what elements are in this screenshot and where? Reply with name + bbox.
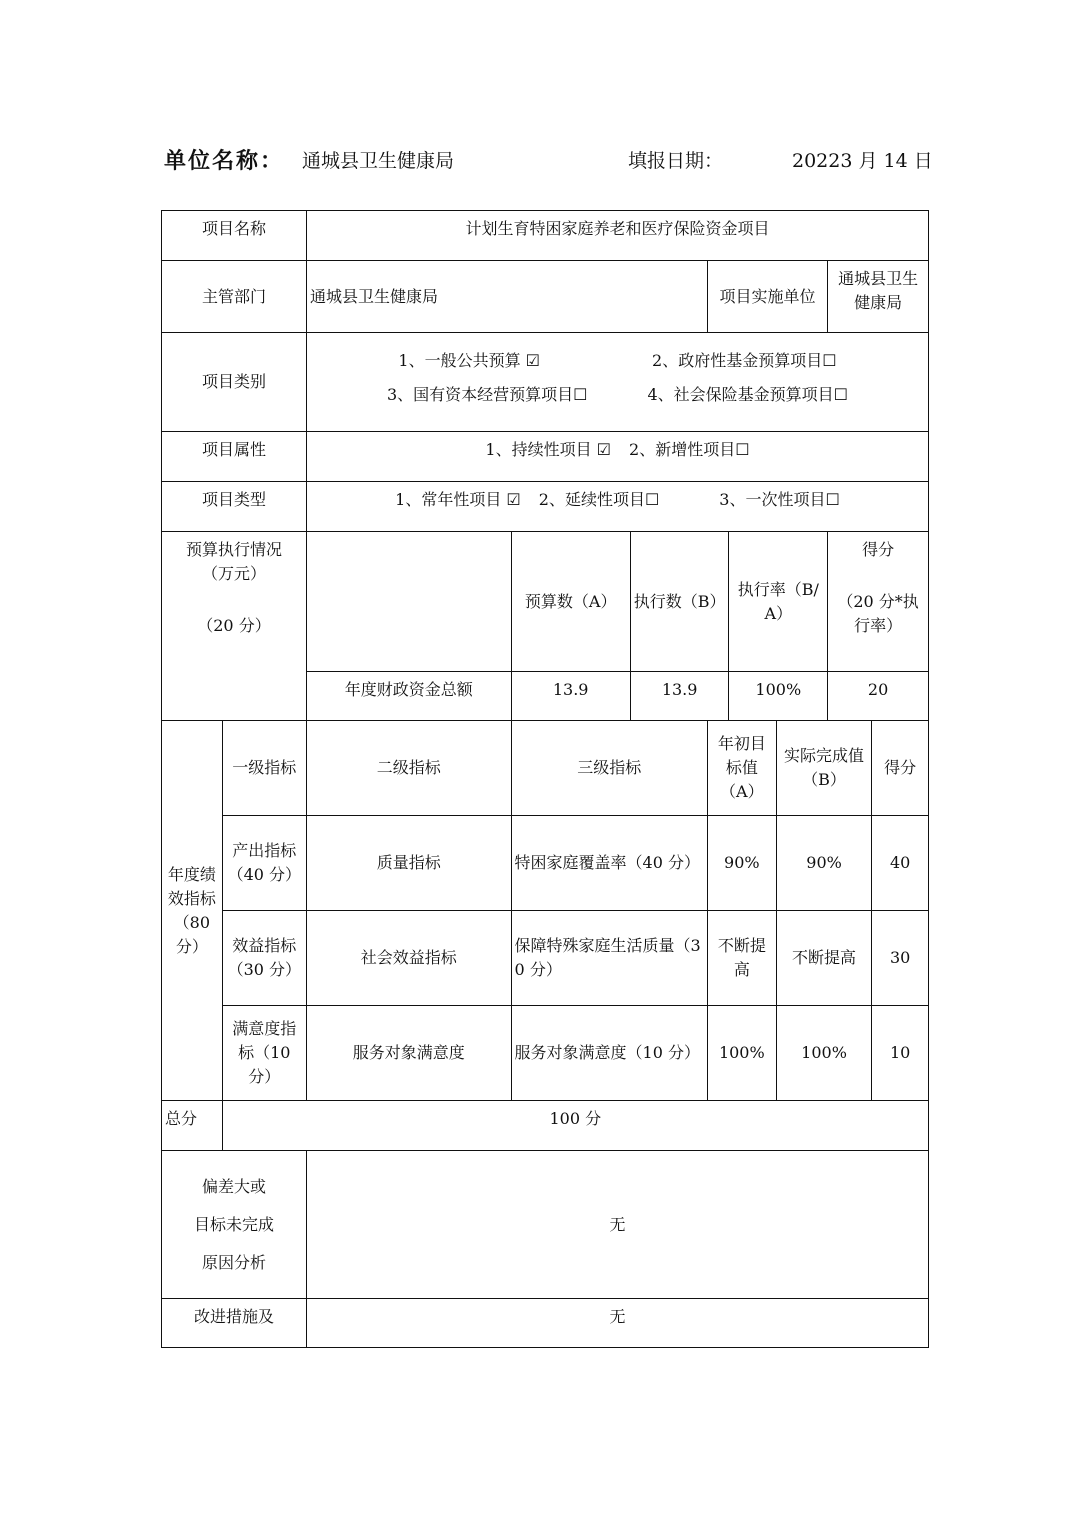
rate-value: 100% [729,672,828,721]
perf-header-level3: 三级指标 [511,721,707,816]
table-row [162,1006,929,1101]
budget-value: 13.9 [511,672,630,721]
score-value: 20 [828,672,929,721]
category-option-social-insurance[interactable]: 4、社会保险基金预算项目☐ [647,385,849,404]
impl-unit-label: 项目实施单位 [707,261,827,333]
perf-level2: 社会效益指标 [306,911,511,1006]
deviation-label-line1: 偏差大或 [201,1176,266,1196]
project-type-label: 项目类型 [162,482,307,532]
budget-label-line2: （万元） [201,564,266,583]
perf-level3: 特困家庭覆盖率（40 分） [511,816,707,911]
improvement-measures-label: 改进措施及 [162,1299,307,1348]
perf-score: 30 [872,911,929,1006]
perf-header-actual: 实际完成值（B） [776,721,872,816]
attribute-option-continuous[interactable]: 1、持续性项目 ☑ [485,440,612,459]
budget-row-label: 年度财政资金总额 [306,672,511,721]
perf-target: 100% [707,1006,776,1101]
perf-level2: 质量指标 [306,816,511,911]
perf-level1: 产出指标（40 分） [222,816,306,911]
perf-header-target: 年初目标值（A） [707,721,776,816]
project-attribute-options [306,432,928,482]
total-score-label: 总分 [162,1101,223,1151]
improvement-measures-value: 无 [306,1299,928,1348]
project-attribute-label: 项目属性 [162,432,307,482]
deviation-label-line3: 原因分析 [201,1252,266,1272]
fill-date-label: 填报日期： [628,150,724,172]
perf-level1: 效益指标（30 分） [222,911,306,1006]
deviation-label-line2: 目标未完成 [193,1214,274,1234]
perf-target: 不断提高 [707,911,776,1006]
budget-col-budget: 预算数（A） [511,532,630,672]
budget-col-rate: 执行率（B/A） [729,532,828,672]
category-option-general[interactable]: 1、一般公共预算 ☑ [398,351,541,370]
total-score-value: 100 分 [222,1101,928,1151]
table-row [162,911,929,1006]
annual-performance-label: 年度绩效指标（80 分） [162,721,223,1101]
budget-score-line2: （20 分*执行率） [837,592,919,635]
budget-score-line1: 得分 [862,540,895,559]
perf-header-score: 得分 [872,721,929,816]
budget-col-exec: 执行数（B） [630,532,729,672]
budget-execution-label [162,532,307,721]
perf-actual: 不断提高 [776,911,872,1006]
fill-date-value: 20223 月 14 日 [792,150,933,172]
project-category-options [306,333,928,432]
unit-name-value: 通城县卫生健康局 [302,150,455,172]
project-name-value: 计划生育特困家庭养老和医疗保险资金项目 [306,211,928,261]
budget-label-line3: （20 分） [197,616,271,635]
perf-actual: 90% [776,816,872,911]
perf-header-level2: 二级指标 [306,721,511,816]
project-type-options [306,482,928,532]
deviation-analysis-value: 无 [306,1151,928,1299]
exec-value: 13.9 [630,672,729,721]
supervising-dept-label: 主管部门 [162,261,307,333]
perf-level3: 服务对象满意度（10 分） [511,1006,707,1101]
perf-target: 90% [707,816,776,911]
attribute-option-new[interactable]: 2、新增性项目☐ [629,440,750,459]
project-category-label: 项目类别 [162,333,307,432]
perf-score: 40 [872,816,929,911]
category-option-state-capital[interactable]: 3、国有资本经营预算项目☐ [386,385,588,404]
perf-actual: 100% [776,1006,872,1101]
deviation-analysis-label [162,1151,307,1299]
category-option-fund[interactable]: 2、政府性基金预算项目☐ [652,351,837,370]
perf-level2: 服务对象满意度 [306,1006,511,1101]
perf-level3: 保障特殊家庭生活质量（30 分） [511,911,707,1006]
perf-header-level1: 一级指标 [222,721,306,816]
perf-level1: 满意度指标（10 分） [222,1006,306,1101]
supervising-dept-value: 通城县卫生健康局 [306,261,707,333]
type-option-extended[interactable]: 2、延续性项目☐ [538,490,660,509]
performance-evaluation-table [161,210,929,1348]
type-option-onetime[interactable]: 3、一次性项目☐ [719,490,840,509]
budget-label-line1: 预算执行情况 [185,540,282,559]
type-option-annual[interactable]: 1、常年性项目 ☑ [395,490,521,509]
perf-score: 10 [872,1006,929,1101]
impl-unit-value: 通城县卫生健康局 [828,261,929,333]
unit-name-label: 单位名称： [164,148,285,174]
table-row [162,816,929,911]
budget-col-score [828,532,929,672]
budget-blank-header [306,532,511,672]
project-name-label: 项目名称 [162,211,307,261]
